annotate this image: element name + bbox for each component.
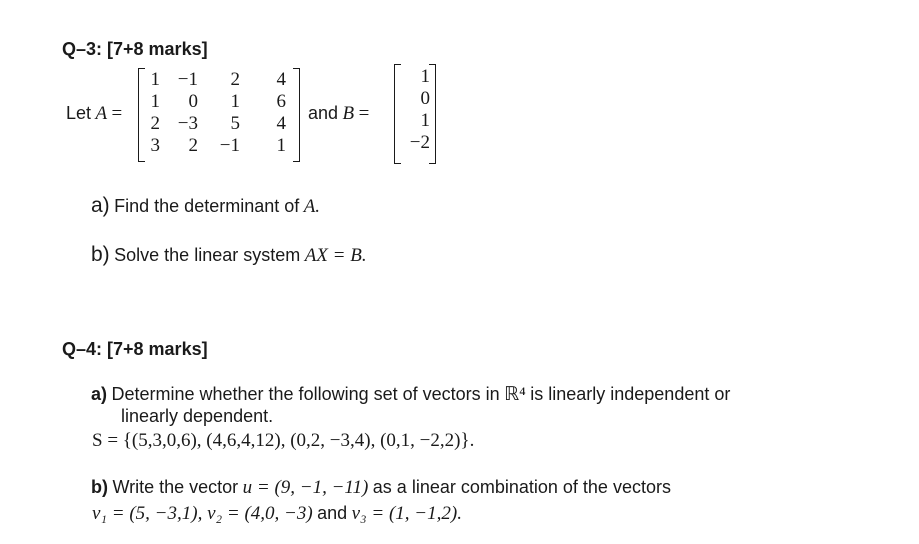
- matrix-a-cell: 6: [276, 91, 286, 112]
- q4-part-b-and: and: [317, 503, 348, 523]
- q3-part-b: [91, 243, 367, 267]
- matrix-b-row: [398, 88, 432, 110]
- matrix-a-cell: 5: [230, 113, 240, 134]
- q4-part-b-line1-post: as a linear combination of the vectors: [372, 477, 671, 497]
- matrix-a-cell: 2: [230, 69, 240, 90]
- q4-part-a-line2: linearly dependent.: [121, 406, 274, 426]
- q4-part-b-line1-pre: Write the vector: [112, 477, 239, 497]
- q4-part-a-line1-pre: Determine whether the following set of vectors in: [111, 384, 500, 404]
- let-word: Let: [66, 103, 92, 123]
- q3-part-b-text: Solve the linear system: [114, 245, 301, 265]
- q3-part-a-text: Find the determinant of: [114, 196, 300, 216]
- matrix-a-cell: 2: [150, 113, 160, 134]
- matrix-a-left-bracket: [138, 68, 145, 162]
- matrix-a-cell: 3: [150, 135, 160, 156]
- q3-part-a: [91, 194, 320, 218]
- matrix-a-cell: 1: [150, 91, 160, 112]
- matrix-b-cell: 1: [420, 66, 430, 87]
- q3-heading: Q–3: [7+8 marks]: [62, 39, 208, 59]
- matrix-a-table: [146, 69, 286, 157]
- let-a-label: [66, 103, 122, 125]
- and-word: and: [308, 103, 339, 123]
- equals-sign: =: [111, 103, 123, 124]
- q4-heading: Q–4: [7+8 marks]: [62, 339, 208, 359]
- matrix-a-cell: 0: [188, 91, 198, 112]
- q3-part-a-math: A.: [303, 196, 321, 217]
- q4-part-b-vectors-v1-v2: v₁ = (5, −3,1), v₂ = (4,0, −3): [92, 503, 313, 524]
- q4-part-b-vector-u: u = (9, −1, −11): [242, 477, 369, 498]
- matrix-a-cell: −3: [177, 113, 198, 134]
- matrix-a-row: [146, 135, 286, 157]
- matrix-a-cell: 1: [276, 135, 286, 156]
- q3-part-b-letter: b): [91, 243, 110, 266]
- matrix-a-cell: 4: [276, 69, 286, 90]
- matrix-b-table: [398, 66, 432, 154]
- matrix-a-cell: −1: [219, 135, 240, 156]
- q4-part-a-line1-post: is linearly independent or: [530, 384, 731, 404]
- matrix-b-cell: 1: [420, 110, 430, 131]
- real-space-symbol: ℝ⁴: [504, 384, 526, 405]
- q4-part-b-line1: [91, 477, 671, 499]
- q3-part-b-math: AX = B.: [304, 245, 367, 266]
- matrix-a: [138, 68, 300, 162]
- matrix-b-row: [398, 132, 432, 154]
- matrix-a-cell: 2: [188, 135, 198, 156]
- matrix-a-cell: 1: [150, 69, 160, 90]
- matrix-a-cell: 4: [276, 113, 286, 134]
- a-symbol: A: [95, 103, 108, 124]
- matrix-a-row: [146, 113, 286, 135]
- matrix-a-cell: 1: [230, 91, 240, 112]
- matrix-b-row: [398, 66, 432, 88]
- matrix-a-cell: −1: [177, 69, 198, 90]
- q4-part-a-letter: a): [91, 384, 108, 404]
- q4-part-b-letter: b): [91, 477, 108, 497]
- matrix-a-right-bracket: [293, 68, 300, 162]
- q4-part-b-line2: [92, 503, 462, 525]
- matrix-b-row: [398, 110, 432, 132]
- and-b-label: [308, 103, 369, 125]
- q3-part-a-letter: a): [91, 194, 110, 217]
- matrix-b: [394, 64, 436, 164]
- matrix-a-row: [146, 91, 286, 113]
- matrix-a-row: [146, 69, 286, 91]
- b-symbol: B: [342, 103, 355, 124]
- equals-sign: =: [358, 103, 370, 124]
- q4-part-a-line1: [91, 383, 730, 406]
- matrix-b-cell: 0: [420, 88, 430, 109]
- q4-part-a-set: S = {(5,3,0,6), (4,6,4,12), (0,2, −3,4), (0,1, −2,2)}.: [92, 430, 475, 451]
- q4-part-b-vector-v3: v₃ = (1, −1,2).: [351, 503, 462, 524]
- matrix-b-cell: −2: [409, 132, 430, 153]
